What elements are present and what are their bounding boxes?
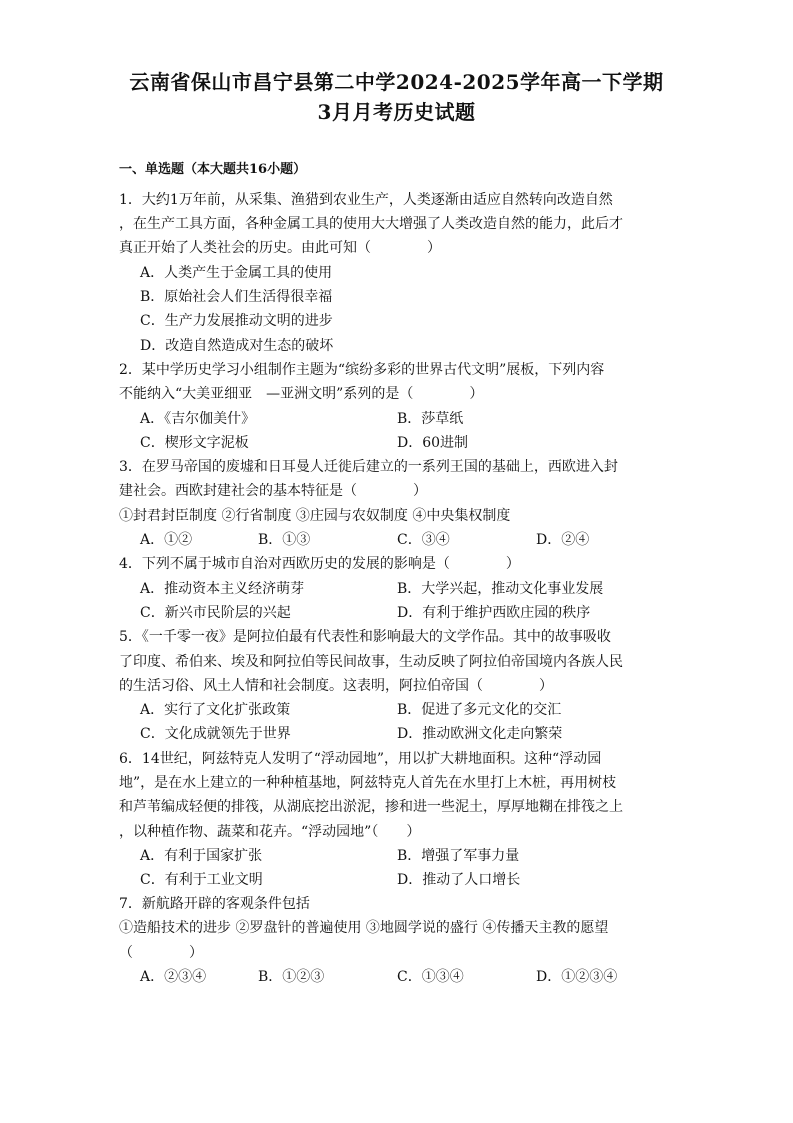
question-2-option-a: A．《吉尔伽美什》 [140, 411, 256, 427]
question-3-statements: ①封君封臣制度 ②行省制度 ③庄园与农奴制度 ④中央集权制度 [119, 508, 511, 524]
question-6-line-4: ，以种植作物、蔬菜和花卉。“浮动园地”（ ） [119, 824, 421, 840]
question-5-option-c: C．文化成就领先于世界 [140, 726, 291, 742]
question-2-option-d: D．60进制 [397, 435, 469, 451]
question-3-option-b: B．①③ [258, 532, 311, 548]
question-7-option-b: B．①②③ [258, 969, 325, 985]
question-7-answer-blank: （ ） [119, 945, 203, 961]
question-1-option-a: A．人类产生于金属工具的使用 [140, 265, 333, 281]
question-1-option-c: C．生产力发展推动文明的进步 [140, 313, 333, 329]
question-5-line-3: 的生活习俗、风土人情和社会制度。这表明，阿拉伯帝国（ ） [119, 678, 553, 694]
question-6-option-b: B．增强了军事力量 [397, 848, 520, 864]
question-3-option-c: C．③④ [397, 532, 450, 548]
question-4-option-c: C．新兴市民阶层的兴起 [140, 605, 291, 621]
question-4-line-1: 4．下列不属于城市自治对西欧历史的发展的影响是（ ） [119, 556, 520, 572]
question-5-line-2: 了印度、希伯来、埃及和阿拉伯等民间故事，生动反映了阿拉伯帝国境内各族人民 [119, 654, 623, 670]
question-6-line-1: 6．14世纪，阿兹特克人发明了“浮动园地”，用以扩大耕地面积。这种“浮动园 [119, 751, 602, 767]
question-1-line-2: ，在生产工具方面，各种金属工具的使用大大增强了人类改造自然的能力，此后才 [119, 216, 623, 232]
question-4-option-b: B．大学兴起，推动文化事业发展 [397, 581, 604, 597]
question-2-line-1: 2．某中学历史学习小组制作主题为“缤纷多彩的世界古代文明”展板，下列内容 [119, 362, 605, 378]
question-6-line-3: 和芦苇编成轻便的排筏，从湖底挖出淤泥，掺和进一些泥土，厚厚地糊在排筏之上 [119, 799, 623, 815]
question-4-option-a: A．推动资本主义经济萌芽 [140, 581, 305, 597]
question-1-option-b: B．原始社会人们生活得很幸福 [140, 289, 333, 305]
question-6-option-c: C．有利于工业文明 [140, 872, 263, 888]
question-7-option-a: A．②③④ [140, 969, 207, 985]
question-7-statements: ①造船技术的进步 ②罗盘针的普遍使用 ③地圆学说的盛行 ④传播天主教的愿望 [119, 920, 609, 936]
question-7-option-d: D．①②③④ [536, 969, 618, 985]
question-6-option-a: A．有利于国家扩张 [140, 848, 263, 864]
question-2-line-2: 不能纳入“大美亚细亚 —亚洲文明”系列的是（ ） [119, 386, 484, 402]
question-6-option-d: D．推动了人口增长 [397, 872, 521, 888]
question-7-line-1: 7．新航路开辟的客观条件包括 [119, 896, 310, 912]
question-3-option-d: D．②④ [536, 532, 590, 548]
question-3-line-1: 3．在罗马帝国的废墟和日耳曼人迁徙后建立的一系列王国的基础上，西欧进入封 [119, 459, 618, 475]
question-2-option-c: C．楔形文字泥板 [140, 435, 249, 451]
question-5-line-1: 5．《一千零一夜》是阿拉伯最有代表性和影响最大的文学作品。其中的故事吸收 [119, 629, 611, 645]
question-3-option-a: A．①② [140, 532, 193, 548]
question-5-option-a: A．实行了文化扩张政策 [140, 702, 291, 718]
question-1-line-3: 真正开始了人类社会的历史。由此可知（ ） [119, 240, 441, 256]
question-1-line-1: 1．大约1万年前，从采集、渔猎到农业生产，人类逐渐由适应自然转向改造自然 [119, 192, 613, 208]
question-3-line-2: 建社会。西欧封建社会的基本特征是（ ） [119, 483, 427, 499]
question-2-option-b: B．莎草纸 [397, 411, 464, 427]
question-7-option-c: C．①③④ [397, 969, 464, 985]
question-5-option-d: D．推动欧洲文化走向繁荣 [397, 726, 563, 742]
question-6-line-2: 地”，是在水上建立的一种种植基地，阿兹特克人首先在水里打上木桩，再用树枝 [119, 775, 617, 791]
exam-title-line2: 3月月考历史试题 [317, 100, 476, 124]
question-5-option-b: B．促进了多元文化的交汇 [397, 702, 562, 718]
question-4-option-d: D．有利于维护西欧庄园的秩序 [397, 605, 591, 621]
section-header: 一、单选题（本大题共16小题） [119, 162, 307, 177]
question-1-option-d: D．改造自然造成对生态的破坏 [140, 338, 334, 354]
exam-title-line1: 云南省保山市昌宁县第二中学2024-2025学年高一下学期 [129, 70, 664, 94]
